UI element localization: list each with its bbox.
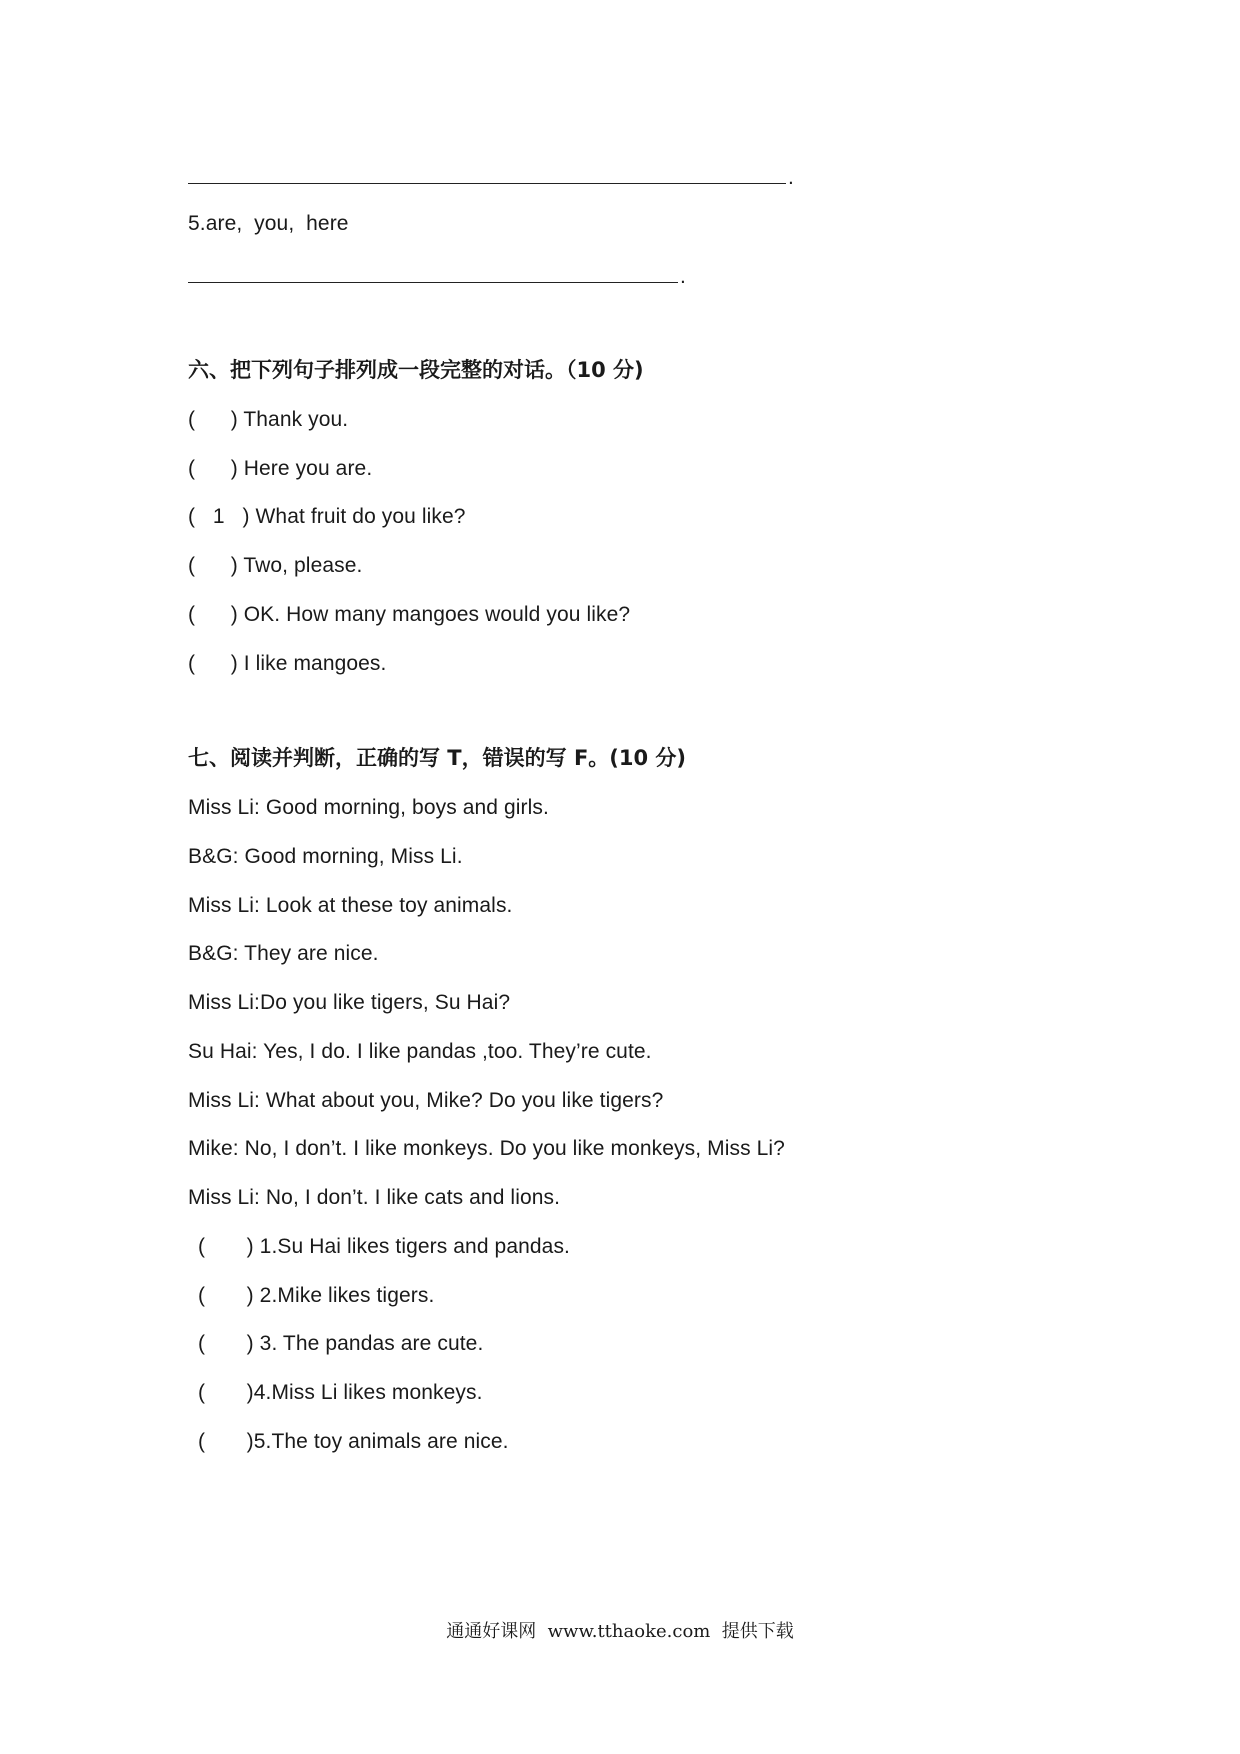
item-5-words: 5.are, you, here <box>188 212 349 235</box>
judgement-question: ( ) 3. The pandas are cute. <box>198 1332 484 1355</box>
page-footer: 通通好课网 www.tthaoke.com 提供下载 <box>446 1621 794 1642</box>
list-item: ( 1 ) What fruit do you like? <box>188 505 466 528</box>
dialogue-line: B&G: They are nice. <box>188 942 379 965</box>
list-item: ( ) Thank you. <box>188 408 349 431</box>
dialogue-line: Miss Li: No, I don’t. I like cats and lions. <box>188 1186 561 1209</box>
list-item: ( ) Two, please. <box>188 554 363 577</box>
answer-line-5[interactable] <box>188 282 678 283</box>
dialogue-line: Miss Li: Good morning, boys and girls. <box>188 796 549 819</box>
judgement-question: ( ) 2.Mike likes tigers. <box>198 1284 435 1307</box>
judgement-question: ( )5.The toy animals are nice. <box>198 1430 509 1453</box>
dialogue-line: Su Hai: Yes, I do. I like pandas ,too. They’re cute. <box>188 1040 652 1063</box>
list-item: ( ) Here you are. <box>188 457 373 480</box>
dialogue-line: Miss Li: What about you, Mike? Do you like tigers? <box>188 1089 664 1112</box>
section-7-heading: 七、阅读并判断，正确的写 T，错误的写 F。(10 分) <box>188 746 687 770</box>
answer-line-4[interactable] <box>188 183 786 184</box>
list-item: ( ) OK. How many mangoes would you like? <box>188 603 631 626</box>
dialogue-line: Miss Li: Look at these toy animals. <box>188 894 513 917</box>
answer-line-4-period: . <box>788 166 794 189</box>
answer-line-5-period: . <box>680 265 686 288</box>
judgement-question: ( ) 1.Su Hai likes tigers and pandas. <box>198 1235 570 1258</box>
dialogue-line: Mike: No, I don’t. I like monkeys. Do you like monkeys, Miss Li? <box>188 1137 785 1160</box>
dialogue-line: B&G: Good morning, Miss Li. <box>188 845 463 868</box>
list-item: ( ) I like mangoes. <box>188 652 387 675</box>
judgement-question: ( )4.Miss Li likes monkeys. <box>198 1381 483 1404</box>
dialogue-line: Miss Li:Do you like tigers, Su Hai? <box>188 991 511 1014</box>
section-6-heading: 六、把下列句子排列成一段完整的对话。（10 分) <box>188 358 644 382</box>
